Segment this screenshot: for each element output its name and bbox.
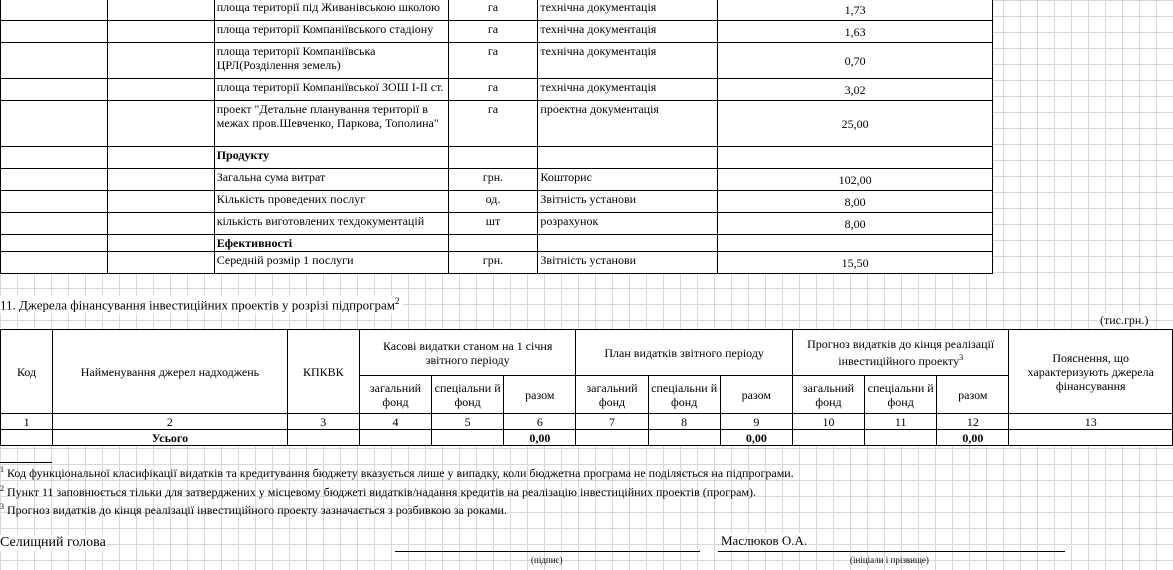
empty-cell [1,213,108,235]
indicator-value [718,147,993,169]
empty-cell [107,252,214,274]
header-cash-special: спеціальни й фонд [432,376,504,414]
indicator-name: проект "Детальне планування території в межах пров.Шевченко, Паркова, Тополина" [214,101,448,147]
header-plan: План видатків звітного періоду [576,330,793,376]
indicator-unit [448,147,538,169]
column-number: 11 [865,414,937,430]
column-number: 6 [504,414,576,430]
indicator-row [1,235,993,252]
indicator-name: Ефективності [214,235,448,252]
indicator-unit: од. [448,191,538,213]
financing-sources-table [0,329,1173,446]
indicator-unit: шт [448,213,538,235]
indicator-name: кількість виготовлених техдокументацій [214,213,448,235]
indicator-row [1,79,993,101]
plan-total-value: 0,00 [720,430,792,446]
empty-cell [107,147,214,169]
header-plan-special: спеціальни й фонд [648,376,720,414]
indicator-name: Середній розмір 1 послуги [214,252,448,274]
empty-cell [1,169,108,191]
indicator-unit: га [448,101,538,147]
section-11-title: 11. Джерела фінансування інвестиційних проектів у розрізі підпрограм$^2$ [0,296,403,313]
indicator-value: 15,50 [718,252,993,274]
empty-cell [107,169,214,191]
indicator-source: технічна документація [538,0,718,21]
empty-cell [1,147,108,169]
indicator-source: Звітність установи [538,191,718,213]
indicator-unit: га [448,43,538,79]
indicator-row [1,21,993,43]
indicator-source: проектна документація [538,101,718,147]
total-row [1,430,1173,446]
indicator-unit: га [448,79,538,101]
header-forecast-special: спеціальни й фонд [865,376,937,414]
empty-cell [107,213,214,235]
empty-cell [1,43,108,79]
indicator-source: технічна документація [538,43,718,79]
footnote-2: $^2$ Пункт 11 заповнюється тільки для затверджених у місцевому бюджеті видатків/надання кредитів на реалізацію інвестиційних проектів (програм). [0,484,757,499]
signature-caption: (підпис) [531,555,563,565]
indicator-value: 1,63 [718,21,993,43]
indicator-name: Загальна сума витрат [214,169,448,191]
column-number: 9 [720,414,792,430]
column-number: 4 [359,414,431,430]
empty-cell [1,0,108,21]
empty-cell [107,21,214,43]
empty-cell [107,235,214,252]
empty-cell [1,79,108,101]
column-number: 10 [792,414,864,430]
indicator-row [1,169,993,191]
header-explanation: Пояснення, що характеризують джерела фінансування [1009,330,1173,414]
indicator-name: площа території Компаніївська ЦРЛ(Розділення земель) [214,43,448,79]
cash-total-value: 0,00 [504,430,576,446]
header-source-name: Найменування джерел надходжень [53,330,288,414]
empty-cell [1,191,108,213]
indicator-value: 3,02 [718,79,993,101]
indicator-name: площа території під Живанівською школою [214,0,448,21]
column-number: 3 [287,414,359,430]
indicator-source: розрахунок [538,213,718,235]
header-cash-total: разом [504,376,576,414]
column-number: 13 [1009,414,1173,430]
forecast-total-value: 0,00 [937,430,1009,446]
indicator-row [1,101,993,147]
footnote-separator [0,462,52,463]
header-plan-total: разом [720,376,792,414]
footnote-1: $^1$ Код функціональної класифікації видатків та кредитування бюджету вказується лише у випадку, коли бюджетна програма не поділяється на підпрограми. [0,465,794,480]
signature-line [395,551,700,552]
column-number: 7 [576,414,648,430]
indicator-unit: га [448,0,538,21]
empty-cell [107,0,214,21]
empty-cell [1,21,108,43]
header-code: Код [1,330,53,414]
indicator-value [718,235,993,252]
indicator-name: Продукту [214,147,448,169]
indicator-row [1,191,993,213]
empty-cell [107,101,214,147]
indicator-row [1,252,993,274]
indicator-value: 8,00 [718,213,993,235]
indicator-value: 8,00 [718,191,993,213]
indicator-unit [448,235,538,252]
header-kpkvk: КПКВК [287,330,359,414]
empty-cell [107,191,214,213]
indicator-value: 0,70 [718,43,993,79]
indicator-source: технічна документація [538,79,718,101]
header-cash: Касові видатки станом на 1 січня звітного періоду [359,330,576,376]
empty-cell [1,101,108,147]
signatory-name: Маслюков О.А. [721,533,808,548]
empty-cell [107,43,214,79]
footnote-3: $^3$ Прогноз видатків до кінця реалізації інвестиційного проекту зазначається з розбивкою за роками. [0,502,507,517]
indicators-table [0,0,993,274]
indicator-value: 102,00 [718,169,993,191]
initials-caption: (ініціали і прізвище) [850,555,929,565]
column-number-row [1,414,1173,430]
total-label: Усього [53,430,288,446]
indicator-row [1,43,993,79]
empty-cell [1,235,108,252]
header-forecast-general: загальний фонд [792,376,864,414]
indicator-value: 25,00 [718,101,993,147]
indicator-name: площа території Компаніївської ЗОШ І-ІІ ст. [214,79,448,101]
column-number: 5 [432,414,504,430]
header-cash-general: загальний фонд [359,376,431,414]
empty-cell [107,79,214,101]
column-number: 12 [937,414,1009,430]
header-forecast: Прогноз видатків до кінця реалізації інвестиційного проекту$^3$ [792,330,1009,376]
units-label: (тис.грн.) [1100,313,1149,327]
indicator-source [538,147,718,169]
header-forecast-total: разом [937,376,1009,414]
empty-cell [1,252,108,274]
column-number: 8 [648,414,720,430]
indicator-row [1,213,993,235]
indicator-source: Звітність установи [538,252,718,274]
column-number: 2 [53,414,288,430]
indicator-source: технічна документація [538,21,718,43]
indicator-source: Кошторис [538,169,718,191]
indicator-row [1,147,993,169]
indicator-source [538,235,718,252]
column-number: 1 [1,414,53,430]
indicator-name: площа території Компаніївського стадіону [214,21,448,43]
signatory-position: Селищний голова [0,535,106,550]
indicator-unit: грн. [448,169,538,191]
header-plan-general: загальний фонд [576,376,648,414]
indicator-unit: га [448,21,538,43]
indicator-value: 1,73 [718,0,993,21]
name-line [718,551,1065,552]
indicator-name: Кількість проведених послуг [214,191,448,213]
indicator-unit: грн. [448,252,538,274]
indicator-row [1,0,993,21]
